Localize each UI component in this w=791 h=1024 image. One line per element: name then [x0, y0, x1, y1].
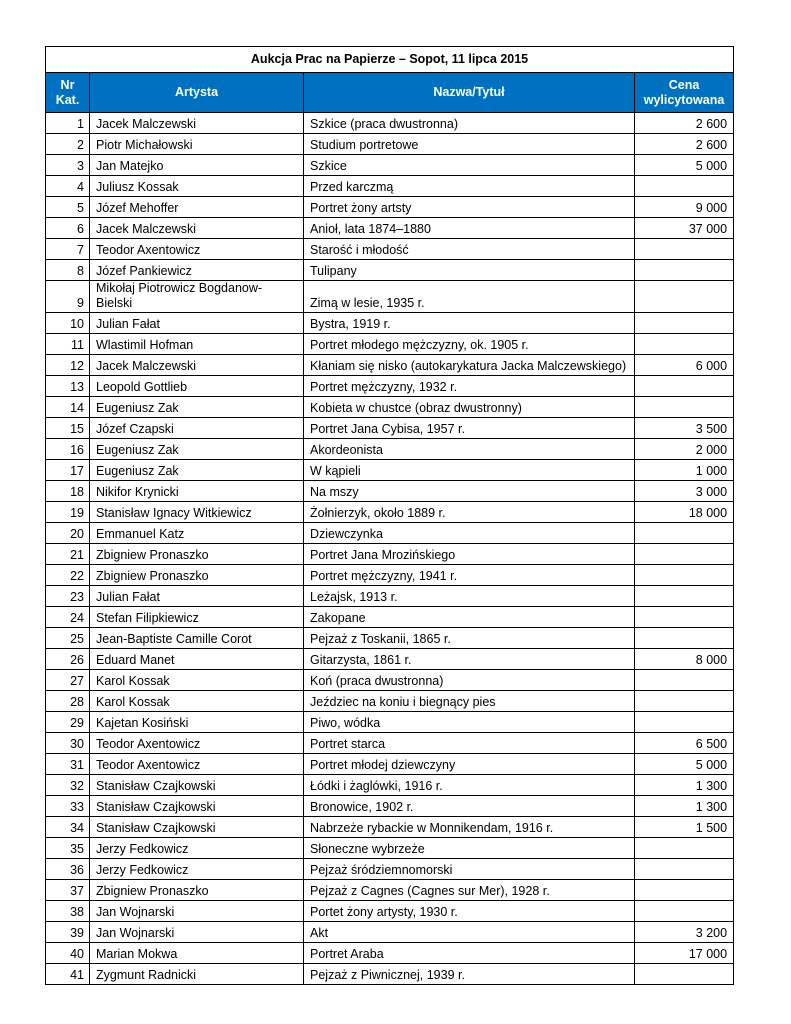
artwork-title-cell: Portret Jana Mrozińskiego — [304, 544, 635, 565]
artist-cell: Jan Wojnarski — [90, 922, 304, 943]
catalog-number-cell: 19 — [46, 502, 90, 523]
artwork-title-cell: Kłaniam się nisko (autokarykatura Jacka Malczewskiego) — [304, 355, 635, 376]
catalog-number-cell: 4 — [46, 176, 90, 197]
price-cell: 3 000 — [635, 481, 734, 502]
artist-cell: Julian Fałat — [90, 313, 304, 334]
artwork-title-cell: Przed karczmą — [304, 176, 635, 197]
table-row — [46, 964, 734, 985]
table-row — [46, 113, 734, 134]
table-row — [46, 134, 734, 155]
column-header-artist: Artysta — [90, 73, 304, 113]
price-cell: 1 300 — [635, 796, 734, 817]
catalog-number-cell: 16 — [46, 439, 90, 460]
table-row — [46, 607, 734, 628]
catalog-number-cell: 33 — [46, 796, 90, 817]
artist-cell: Eugeniusz Zak — [90, 460, 304, 481]
catalog-number-cell: 27 — [46, 670, 90, 691]
price-cell: 5 000 — [635, 155, 734, 176]
auction-results-page — [45, 46, 733, 985]
artist-cell: Teodor Axentowicz — [90, 754, 304, 775]
price-cell — [635, 901, 734, 922]
artwork-title-cell: Zakopane — [304, 607, 635, 628]
artwork-title-cell: Pejzaż śródziemnomorski — [304, 859, 635, 880]
price-cell — [635, 859, 734, 880]
price-cell: 8 000 — [635, 649, 734, 670]
table-row — [46, 376, 734, 397]
artwork-title-cell: Portret Jana Cybisa, 1957 r. — [304, 418, 635, 439]
artist-cell: Zbigniew Pronaszko — [90, 565, 304, 586]
column-header-title: Nazwa/Tytuł — [304, 73, 635, 113]
artist-cell: Wlastimil Hofman — [90, 334, 304, 355]
artist-cell: Jacek Malczewski — [90, 113, 304, 134]
artist-cell: Jacek Malczewski — [90, 218, 304, 239]
artwork-title-cell: Słoneczne wybrzeże — [304, 838, 635, 859]
artwork-title-cell: Szkice (praca dwustronna) — [304, 113, 635, 134]
price-cell — [635, 281, 734, 313]
artwork-title-cell: Starość i młodość — [304, 239, 635, 260]
artist-cell: Stanisław Czajkowski — [90, 775, 304, 796]
artwork-title-cell: Studium portretowe — [304, 134, 635, 155]
artist-cell: Jerzy Fedkowicz — [90, 859, 304, 880]
artwork-title-cell: W kąpieli — [304, 460, 635, 481]
table-row — [46, 943, 734, 964]
table-row — [46, 281, 734, 313]
price-cell — [635, 691, 734, 712]
price-cell — [635, 376, 734, 397]
artwork-title-cell: Pejzaż z Toskanii, 1865 r. — [304, 628, 635, 649]
artist-cell: Teodor Axentowicz — [90, 733, 304, 754]
catalog-number-cell: 22 — [46, 565, 90, 586]
catalog-number-cell: 10 — [46, 313, 90, 334]
catalog-number-cell: 8 — [46, 260, 90, 281]
price-cell: 3 200 — [635, 922, 734, 943]
table-body — [46, 113, 734, 985]
catalog-number-cell: 34 — [46, 817, 90, 838]
artwork-title-cell: Portret Araba — [304, 943, 635, 964]
price-cell: 17 000 — [635, 943, 734, 964]
price-cell: 6 000 — [635, 355, 734, 376]
price-cell: 2 600 — [635, 134, 734, 155]
artist-cell: Eugeniusz Zak — [90, 439, 304, 460]
artwork-title-cell: Leżajsk, 1913 r. — [304, 586, 635, 607]
artwork-title-cell: Szkice — [304, 155, 635, 176]
table-row — [46, 796, 734, 817]
table-row — [46, 754, 734, 775]
artwork-title-cell: Portret starca — [304, 733, 635, 754]
artist-cell: Jan Matejko — [90, 155, 304, 176]
table-row — [46, 176, 734, 197]
artist-cell: Stanisław Czajkowski — [90, 796, 304, 817]
artist-cell: Julian Fałat — [90, 586, 304, 607]
artist-cell: Jacek Malczewski — [90, 355, 304, 376]
price-cell: 1 300 — [635, 775, 734, 796]
artist-cell: Marian Mokwa — [90, 943, 304, 964]
price-cell — [635, 670, 734, 691]
artist-cell: Zbigniew Pronaszko — [90, 544, 304, 565]
table-row — [46, 313, 734, 334]
catalog-number-cell: 35 — [46, 838, 90, 859]
artwork-title-cell: Żołnierzyk, około 1889 r. — [304, 502, 635, 523]
catalog-number-cell: 9 — [46, 281, 90, 313]
catalog-number-cell: 40 — [46, 943, 90, 964]
artwork-title-cell: Portret żony artsty — [304, 197, 635, 218]
catalog-number-cell: 17 — [46, 460, 90, 481]
table-row — [46, 460, 734, 481]
table-row — [46, 565, 734, 586]
catalog-number-cell: 14 — [46, 397, 90, 418]
artist-cell: Zygmunt Radnicki — [90, 964, 304, 985]
price-cell — [635, 397, 734, 418]
price-cell: 2 600 — [635, 113, 734, 134]
catalog-number-cell: 24 — [46, 607, 90, 628]
artwork-title-cell: Akt — [304, 922, 635, 943]
price-cell — [635, 544, 734, 565]
artwork-title-cell: Portret mężczyzny, 1932 r. — [304, 376, 635, 397]
table-title: Aukcja Prac na Papierze – Sopot, 11 lipca 2015 — [46, 47, 734, 73]
artist-cell: Karol Kossak — [90, 691, 304, 712]
table-row — [46, 670, 734, 691]
artwork-title-cell: Portret młodego mężczyzny, ok. 1905 r. — [304, 334, 635, 355]
table-row — [46, 922, 734, 943]
artwork-title-cell: Portret mężczyzny, 1941 r. — [304, 565, 635, 586]
artist-cell: Mikołaj Piotrowicz Bogdanow-Bielski — [90, 281, 304, 313]
artist-cell: Eduard Manet — [90, 649, 304, 670]
price-cell — [635, 523, 734, 544]
price-cell: 1 000 — [635, 460, 734, 481]
catalog-number-cell: 36 — [46, 859, 90, 880]
catalog-number-cell: 29 — [46, 712, 90, 733]
table-row — [46, 218, 734, 239]
artwork-title-cell: Pejzaż z Piwnicznej, 1939 r. — [304, 964, 635, 985]
price-cell — [635, 586, 734, 607]
catalog-number-cell: 1 — [46, 113, 90, 134]
table-row — [46, 838, 734, 859]
title-row — [46, 47, 734, 73]
catalog-number-cell: 32 — [46, 775, 90, 796]
table-row — [46, 397, 734, 418]
catalog-number-cell: 41 — [46, 964, 90, 985]
artist-cell: Emmanuel Katz — [90, 523, 304, 544]
table-row — [46, 197, 734, 218]
artist-cell: Teodor Axentowicz — [90, 239, 304, 260]
table-row — [46, 355, 734, 376]
table-row — [46, 502, 734, 523]
artwork-title-cell: Gitarzysta, 1861 r. — [304, 649, 635, 670]
catalog-number-cell: 5 — [46, 197, 90, 218]
catalog-number-cell: 30 — [46, 733, 90, 754]
table-row — [46, 239, 734, 260]
price-cell: 18 000 — [635, 502, 734, 523]
artist-cell: Karol Kossak — [90, 670, 304, 691]
artist-cell: Jean-Baptiste Camille Corot — [90, 628, 304, 649]
table-row — [46, 649, 734, 670]
price-cell — [635, 628, 734, 649]
artist-cell: Leopold Gottlieb — [90, 376, 304, 397]
catalog-number-cell: 37 — [46, 880, 90, 901]
price-cell — [635, 565, 734, 586]
artwork-title-cell: Bystra, 1919 r. — [304, 313, 635, 334]
table-row — [46, 439, 734, 460]
table-row — [46, 334, 734, 355]
price-cell: 3 500 — [635, 418, 734, 439]
price-cell: 6 500 — [635, 733, 734, 754]
table-row — [46, 481, 734, 502]
artist-cell: Zbigniew Pronaszko — [90, 880, 304, 901]
table-row — [46, 859, 734, 880]
artwork-title-cell: Akordeonista — [304, 439, 635, 460]
price-cell: 5 000 — [635, 754, 734, 775]
artist-cell: Stefan Filipkiewicz — [90, 607, 304, 628]
catalog-number-cell: 21 — [46, 544, 90, 565]
artwork-title-cell: Dziewczynka — [304, 523, 635, 544]
price-cell — [635, 239, 734, 260]
table-row — [46, 775, 734, 796]
artwork-title-cell: Bronowice, 1902 r. — [304, 796, 635, 817]
table-row — [46, 817, 734, 838]
price-cell — [635, 607, 734, 628]
artwork-title-cell: Kobieta w chustce (obraz dwustronny) — [304, 397, 635, 418]
artwork-title-cell: Łódki i żaglówki, 1916 r. — [304, 775, 635, 796]
table-row — [46, 418, 734, 439]
artist-cell: Jan Wojnarski — [90, 901, 304, 922]
price-cell: 37 000 — [635, 218, 734, 239]
table-row — [46, 586, 734, 607]
header-row — [46, 73, 734, 113]
column-header-nr: Nr Kat. — [46, 73, 90, 113]
artwork-title-cell: Portet żony artysty, 1930 r. — [304, 901, 635, 922]
artist-cell: Nikifor Krynicki — [90, 481, 304, 502]
price-cell: 2 000 — [635, 439, 734, 460]
price-cell — [635, 838, 734, 859]
catalog-number-cell: 15 — [46, 418, 90, 439]
catalog-number-cell: 13 — [46, 376, 90, 397]
artwork-title-cell: Nabrzeże rybackie w Monnikendam, 1916 r. — [304, 817, 635, 838]
catalog-number-cell: 6 — [46, 218, 90, 239]
artwork-title-cell: Koń (praca dwustronna) — [304, 670, 635, 691]
table-row — [46, 523, 734, 544]
catalog-number-cell: 7 — [46, 239, 90, 260]
price-cell — [635, 334, 734, 355]
table-row — [46, 733, 734, 754]
artist-cell: Józef Czapski — [90, 418, 304, 439]
catalog-number-cell: 38 — [46, 901, 90, 922]
artwork-title-cell: Na mszy — [304, 481, 635, 502]
catalog-number-cell: 2 — [46, 134, 90, 155]
price-cell — [635, 176, 734, 197]
price-cell — [635, 260, 734, 281]
catalog-number-cell: 26 — [46, 649, 90, 670]
artist-cell: Eugeniusz Zak — [90, 397, 304, 418]
catalog-number-cell: 23 — [46, 586, 90, 607]
artwork-title-cell: Portret młodej dziewczyny — [304, 754, 635, 775]
table-row — [46, 901, 734, 922]
table-row — [46, 544, 734, 565]
artist-cell: Juliusz Kossak — [90, 176, 304, 197]
artwork-title-cell: Pejzaż z Cagnes (Cagnes sur Mer), 1928 r. — [304, 880, 635, 901]
table-row — [46, 880, 734, 901]
artwork-title-cell: Anioł, lata 1874–1880 — [304, 218, 635, 239]
artist-cell: Kajetan Kosiński — [90, 712, 304, 733]
catalog-number-cell: 25 — [46, 628, 90, 649]
auction-results-table — [45, 46, 734, 985]
table-row — [46, 691, 734, 712]
catalog-number-cell: 3 — [46, 155, 90, 176]
artist-cell: Józef Mehoffer — [90, 197, 304, 218]
table-row — [46, 712, 734, 733]
price-cell — [635, 880, 734, 901]
catalog-number-cell: 39 — [46, 922, 90, 943]
catalog-number-cell: 31 — [46, 754, 90, 775]
price-cell: 1 500 — [635, 817, 734, 838]
price-cell — [635, 964, 734, 985]
artwork-title-cell: Tulipany — [304, 260, 635, 281]
artist-cell: Stanisław Czajkowski — [90, 817, 304, 838]
price-cell — [635, 313, 734, 334]
artist-cell: Józef Pankiewicz — [90, 260, 304, 281]
table-row — [46, 260, 734, 281]
catalog-number-cell: 12 — [46, 355, 90, 376]
catalog-number-cell: 11 — [46, 334, 90, 355]
artwork-title-cell: Piwo, wódka — [304, 712, 635, 733]
artist-cell: Jerzy Fedkowicz — [90, 838, 304, 859]
catalog-number-cell: 18 — [46, 481, 90, 502]
artwork-title-cell: Jeździec na koniu i biegnący pies — [304, 691, 635, 712]
table-row — [46, 155, 734, 176]
artist-cell: Stanisław Ignacy Witkiewicz — [90, 502, 304, 523]
price-cell — [635, 712, 734, 733]
price-cell: 9 000 — [635, 197, 734, 218]
catalog-number-cell: 20 — [46, 523, 90, 544]
artist-cell: Piotr Michałowski — [90, 134, 304, 155]
catalog-number-cell: 28 — [46, 691, 90, 712]
column-header-price: Cena wylicytowana — [635, 73, 734, 113]
table-row — [46, 628, 734, 649]
artwork-title-cell: Zimą w lesie, 1935 r. — [304, 281, 635, 313]
